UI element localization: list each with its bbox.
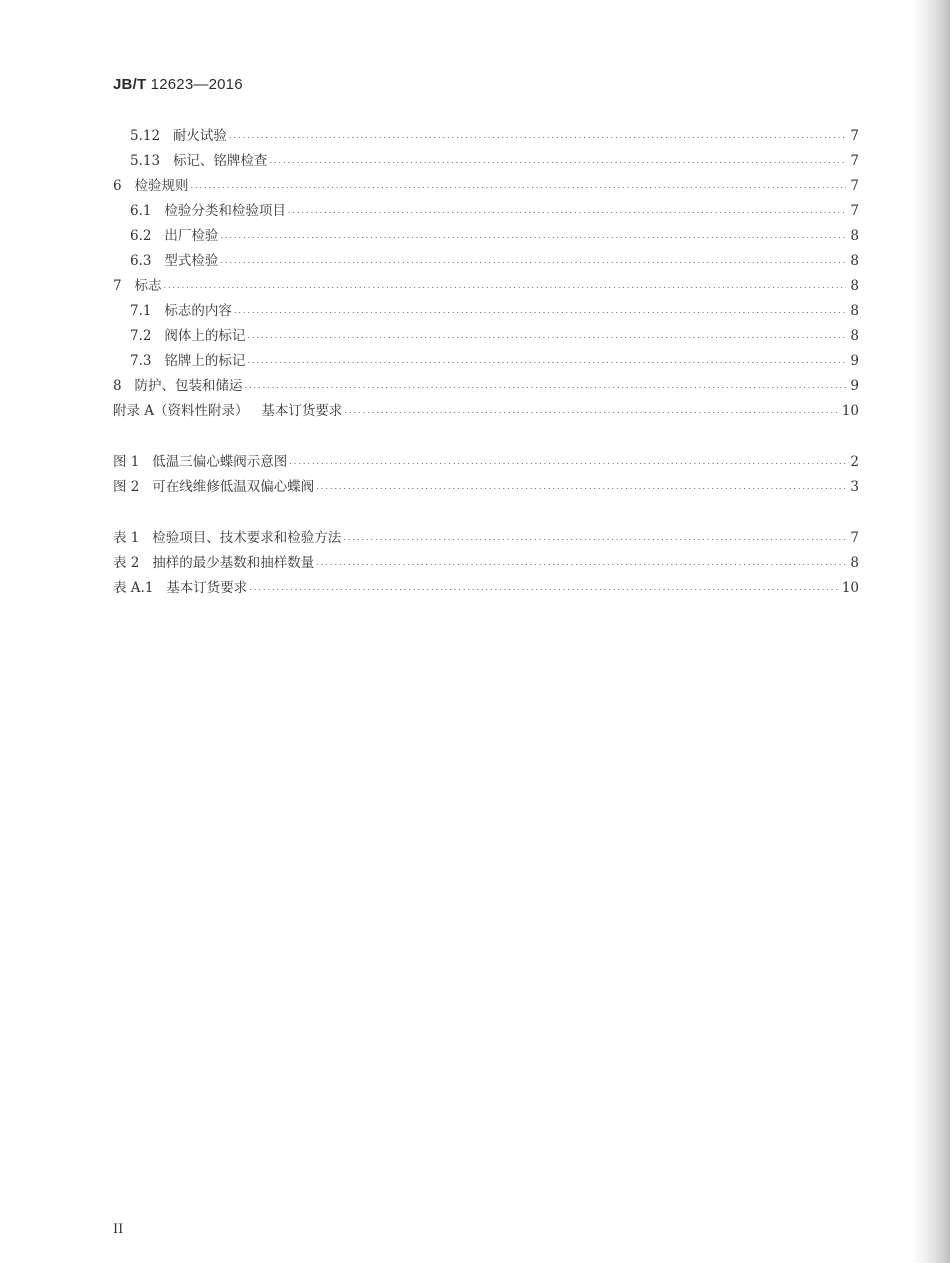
toc-entry-label bbox=[113, 554, 314, 572]
toc-page-number: 10 bbox=[841, 580, 859, 596]
toc-section-entry[interactable] bbox=[113, 170, 859, 195]
toc-table-entry[interactable] bbox=[113, 547, 859, 572]
toc-entry-title: 标志的内容 bbox=[164, 303, 232, 319]
toc-figures-list bbox=[113, 446, 859, 496]
toc-tables-list bbox=[113, 522, 859, 597]
toc-section-entry[interactable] bbox=[113, 395, 859, 420]
toc-entry-number: 7.3 bbox=[130, 353, 152, 369]
toc-entry-number: 8 bbox=[113, 378, 122, 394]
toc-entry-title: 检验项目、技术要求和检验方法 bbox=[152, 530, 342, 546]
toc-entry-title: 抽样的最少基数和抽样数量 bbox=[152, 555, 315, 571]
toc-figure-entry[interactable] bbox=[113, 446, 859, 471]
standard-code-header bbox=[113, 76, 243, 93]
toc-dot-leader bbox=[220, 231, 846, 241]
toc-section-entry[interactable] bbox=[113, 195, 859, 220]
toc-dot-leader bbox=[244, 381, 846, 391]
toc-page-number: 2 bbox=[850, 454, 859, 470]
table-of-contents bbox=[113, 120, 859, 597]
toc-entry-number: 表 2 bbox=[113, 555, 140, 571]
toc-entry-title: 阀体上的标记 bbox=[164, 328, 246, 344]
toc-page-number: 7 bbox=[850, 530, 859, 546]
toc-entry-number: 图 1 bbox=[113, 454, 140, 470]
toc-page-number: 7 bbox=[850, 203, 859, 219]
toc-section-entry[interactable] bbox=[113, 220, 859, 245]
toc-section-entry[interactable] bbox=[113, 345, 859, 370]
toc-page-number: 10 bbox=[841, 403, 859, 419]
toc-entry-label bbox=[130, 227, 218, 245]
toc-entry-title: 防护、包装和储运 bbox=[134, 378, 243, 394]
standard-prefix: JB/T bbox=[113, 76, 147, 93]
standard-number: 12623—2016 bbox=[146, 76, 243, 93]
toc-figure-entry[interactable] bbox=[113, 471, 859, 496]
toc-entry-title: 标记、铭牌检查 bbox=[172, 153, 268, 169]
page-number: II bbox=[113, 1222, 124, 1237]
toc-entry-title: 可在线维修低温双偏心蝶阀 bbox=[152, 479, 315, 495]
toc-entry-label bbox=[130, 252, 218, 270]
toc-entry-label bbox=[113, 529, 341, 547]
toc-gap bbox=[113, 420, 859, 446]
toc-dot-leader bbox=[247, 331, 846, 341]
toc-dot-leader bbox=[190, 181, 846, 191]
toc-entry-number: 7 bbox=[113, 278, 122, 294]
toc-page-number: 3 bbox=[850, 479, 859, 495]
toc-dot-leader bbox=[289, 457, 846, 467]
toc-entry-title: 耐火试验 bbox=[172, 128, 227, 144]
toc-entry-label bbox=[130, 352, 245, 370]
toc-entry-label bbox=[130, 152, 267, 170]
toc-dot-leader bbox=[220, 256, 846, 266]
toc-page-number: 9 bbox=[850, 378, 859, 394]
toc-page-number: 8 bbox=[850, 555, 859, 571]
toc-entry-number: 6.2 bbox=[130, 228, 152, 244]
toc-entry-number: 6 bbox=[113, 178, 122, 194]
toc-entry-label bbox=[130, 127, 227, 145]
toc-section-entry[interactable] bbox=[113, 270, 859, 295]
toc-dot-leader bbox=[316, 482, 846, 492]
toc-entry-title: 检验分类和检验项目 bbox=[164, 203, 286, 219]
toc-section-entry[interactable] bbox=[113, 295, 859, 320]
toc-dot-leader bbox=[316, 558, 846, 568]
toc-entry-label bbox=[113, 579, 247, 597]
toc-entry-number: 附录 A（资料性附录） bbox=[113, 403, 249, 419]
toc-entry-number: 表 1 bbox=[113, 530, 140, 546]
toc-dot-leader bbox=[229, 131, 846, 141]
toc-dot-leader bbox=[163, 281, 846, 291]
toc-entry-title: 标志 bbox=[134, 278, 162, 294]
toc-entry-title: 出厂检验 bbox=[164, 228, 219, 244]
toc-entry-label bbox=[130, 302, 232, 320]
toc-entry-title: 低温三偏心蝶阀示意图 bbox=[152, 454, 288, 470]
toc-table-entry[interactable] bbox=[113, 522, 859, 547]
toc-entry-label bbox=[113, 277, 161, 295]
toc-entry-label bbox=[113, 402, 342, 420]
toc-entry-number: 表 A.1 bbox=[113, 580, 154, 596]
toc-entry-number: 5.13 bbox=[130, 153, 161, 169]
toc-entry-title: 基本订货要求 bbox=[166, 580, 248, 596]
toc-entry-number: 7.2 bbox=[130, 328, 152, 344]
toc-entry-label bbox=[130, 327, 245, 345]
toc-section-entry[interactable] bbox=[113, 145, 859, 170]
toc-entry-number: 6.3 bbox=[130, 253, 152, 269]
toc-entry-label bbox=[113, 478, 314, 496]
toc-page-number: 8 bbox=[850, 253, 859, 269]
toc-dot-leader bbox=[247, 356, 846, 366]
toc-entry-label bbox=[113, 453, 287, 471]
toc-entry-title: 铭牌上的标记 bbox=[164, 353, 246, 369]
toc-sections bbox=[113, 120, 859, 420]
toc-section-entry[interactable] bbox=[113, 245, 859, 270]
toc-entry-number: 6.1 bbox=[130, 203, 152, 219]
toc-dot-leader bbox=[234, 306, 846, 316]
toc-page-number: 9 bbox=[850, 353, 859, 369]
toc-entry-number: 图 2 bbox=[113, 479, 140, 495]
toc-dot-leader bbox=[269, 156, 846, 166]
toc-entry-number: 5.12 bbox=[130, 128, 161, 144]
toc-dot-leader bbox=[249, 583, 839, 593]
toc-entry-title: 型式检验 bbox=[164, 253, 219, 269]
toc-section-entry[interactable] bbox=[113, 120, 859, 145]
toc-entry-label bbox=[113, 177, 188, 195]
toc-page-number: 8 bbox=[850, 303, 859, 319]
toc-section-entry[interactable] bbox=[113, 370, 859, 395]
toc-table-entry[interactable] bbox=[113, 572, 859, 597]
toc-section-entry[interactable] bbox=[113, 320, 859, 345]
toc-gap bbox=[113, 496, 859, 522]
toc-dot-leader bbox=[288, 206, 846, 216]
toc-entry-label bbox=[113, 377, 242, 395]
toc-dot-leader bbox=[343, 533, 846, 543]
toc-dot-leader bbox=[344, 406, 838, 416]
toc-page-number: 8 bbox=[850, 228, 859, 244]
toc-entry-number: 7.1 bbox=[130, 303, 152, 319]
toc-page-number: 7 bbox=[850, 178, 859, 194]
toc-entry-title: 检验规则 bbox=[134, 178, 189, 194]
toc-page-number: 7 bbox=[850, 128, 859, 144]
scanned-page-edge bbox=[912, 0, 950, 1263]
toc-page-number: 7 bbox=[850, 153, 859, 169]
toc-entry-label bbox=[130, 202, 286, 220]
toc-page-number: 8 bbox=[850, 278, 859, 294]
toc-page-number: 8 bbox=[850, 328, 859, 344]
toc-entry-title: 基本订货要求 bbox=[261, 403, 343, 419]
